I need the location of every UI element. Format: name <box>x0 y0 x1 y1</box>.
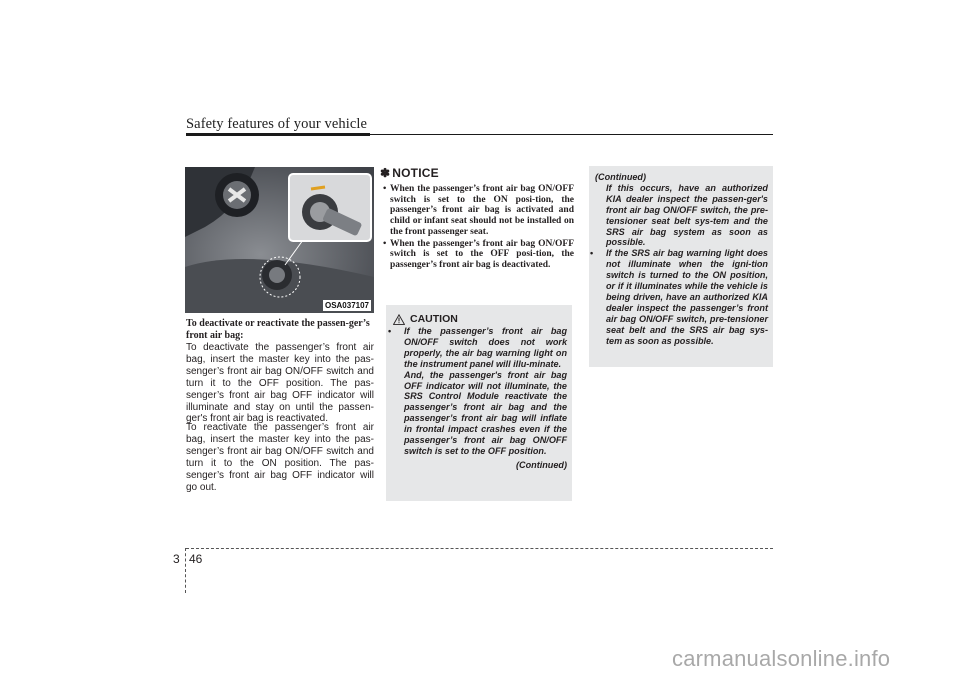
site-watermark: carmanualsonline.info <box>672 646 891 671</box>
footer-vertical-rule <box>185 548 186 593</box>
caution-box <box>386 305 572 501</box>
bullet-icon: • <box>383 238 387 249</box>
warning-triangle-icon <box>393 314 405 325</box>
continued-bullet-item <box>590 248 768 346</box>
caution-paragraph-1: If the passenger’s front air bag ON/OFF switch does not work properly, the air bag warning light on the instrument panel will illu-minate. <box>404 326 567 369</box>
continued-caution-text <box>590 172 768 347</box>
footer-rule <box>186 548 773 549</box>
star-icon: ✽ <box>380 166 391 180</box>
airbag-switch-photo <box>185 167 374 313</box>
bullet-icon: • <box>590 248 594 259</box>
caution-heading <box>393 313 567 325</box>
caution-paragraph-2: And, the passenger's front air bag OFF indicator will not illuminate, the SRS Control Module reactivate the passenger’s front air bag and the passenger’s front air bag will inflate in frontal impact crashes even if the passenger’s front air bag ON/OFF switch is set to the OFF position. <box>404 369 567 456</box>
chapter-number: 3 <box>173 552 180 566</box>
continued-paragraph-1: If this occurs, have an authorized KIA dealer inspect the passen-ger's front air bag ON/OFF switch, the pre-tensioner seat belt sys-tem and the SRS air bag system as soon as possible. <box>606 182 768 248</box>
page-header-title: Safety features of your vehicle <box>186 116 368 132</box>
page-number: 46 <box>189 552 203 566</box>
header-accent-bar <box>186 133 370 136</box>
continued-paragraph-2: If the SRS air bag warning light does not illuminate when the igni-tion switch is turned to the ON position, or if it illuminates while the vehicle is being driven, have an authorized KIA dealer inspect the passenger’s front air bag ON/OFF switch, pre-tensioner seat belt and the SRS air bag sys-tem as soon as possible. <box>606 248 768 346</box>
deactivate-paragraph: To deactivate the passenger’s front air bag, insert the master key into the pas-senger’s front air bag ON/OFF switch and turn it to the OFF position. The pas-senger’s front air bag OFF indicator will illuminate and stay on until the passen-ger's front air bag is reactivated. <box>186 342 374 425</box>
notice-item: • When the passenger’s front air bag ON/OFF switch is set to the OFF posi-tion, the passenger’s front air bag is deactivated. <box>383 238 574 270</box>
notice-section <box>380 166 574 272</box>
continued-label: (Continued) <box>595 172 647 182</box>
caution-continued: (Continued) <box>515 459 567 470</box>
photo-caption: OSA037107 <box>324 301 369 310</box>
header-rule <box>370 134 773 135</box>
notice-title: NOTICE <box>392 166 439 180</box>
notice-heading <box>380 166 574 180</box>
reactivate-paragraph: To reactivate the passenger’s front air bag, insert the master key into the pas-senger’s front air bag ON/OFF switch and turn it to the ON position. The pas-senger’s front air bag OFF indicator will go out. <box>186 422 374 493</box>
bullet-icon: • <box>383 184 387 194</box>
caution-title: CAUTION <box>410 313 458 325</box>
bullet-icon: • <box>388 326 392 336</box>
caution-text <box>388 326 567 471</box>
notice-item: • When the passenger’s front air bag ON/OFF switch is set to the ON posi-tion, the passenger’s front air bag is activated and child or infant seat should not be installed on the front passenger seat. <box>383 184 574 237</box>
deactivate-heading: To deactivate or reactivate the passen-ger’s front air bag: <box>186 318 370 341</box>
continued-caution-box <box>589 166 773 367</box>
